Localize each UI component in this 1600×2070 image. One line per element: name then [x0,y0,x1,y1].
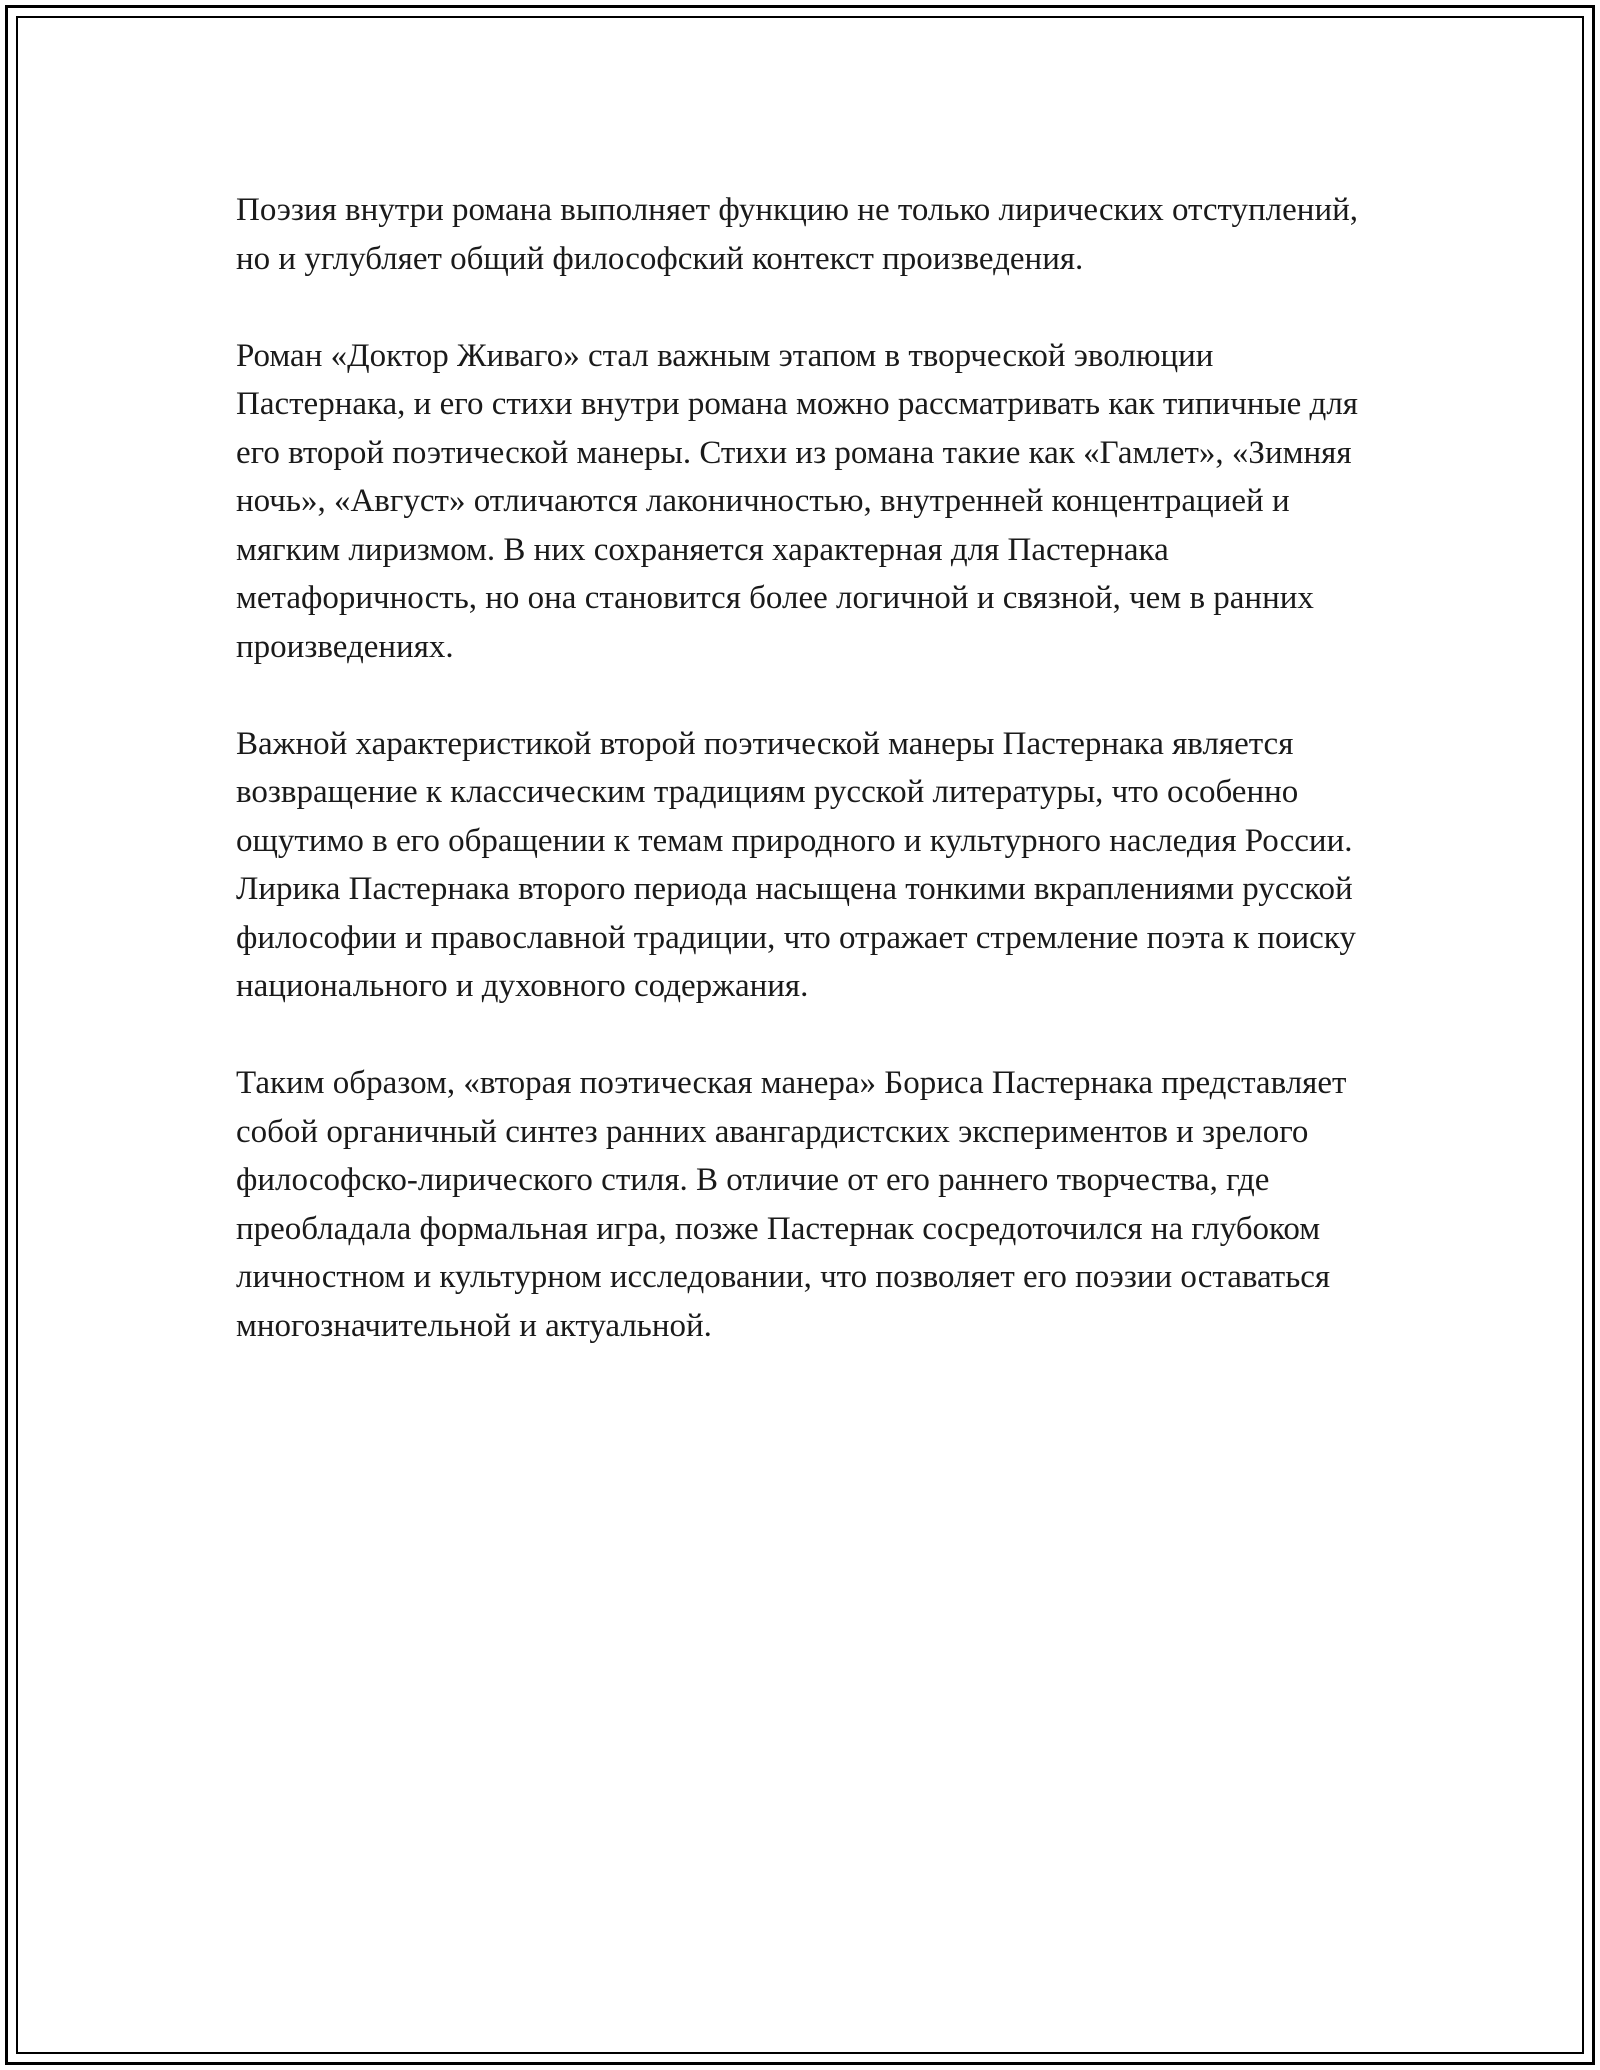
paragraph-1: Поэзия внутри романа выполняет функцию не только лирических отступлений, но и углубляет общий философский контекст произведения. [236,192,1359,277]
paragraph-3: Важной характеристикой второй поэтической манеры Пастернака является возвращение к классическим традициям русской литературы, что особенно ощутимо в его обращении к темам природного и культурного наследия России. Лирика Пастернака второго периода насыщена тонкими вкраплениями русской философии и православной традиции, что отражает стремление поэта к поиску национального и духовного содержания. [236,725,1356,1004]
document-body [236,186,1366,1399]
paragraph-2: Роман «Доктор Живаго» стал важным этапом в творческой эволюции Пастернака, и его стихи внутри романа можно рассматривать как типичные для его второй поэтической манеры. Стихи из романа такие как «Гамлет», «Зимняя ночь», «Август» отличаются лаконичностью, внутренней концентрацией и мягким лиризмом. В них сохраняется характерная для Пастернака метафоричность, но она становится более логичной и связной, чем в ранних произведениях. [236,337,1358,665]
paragraph-4: Таким образом, «вторая поэтическая манера» Бориса Пастернака представляет собой органичный синтез ранних авангардистских экспериментов и зрелого философско-лирического стиля. В отличие от его раннего творчества, где преобладала формальная игра, позже Пастернак сосредоточился на глубоком личностном и культурном исследовании, что позволяет его поэзии оставаться многозначительной и актуальной. [236,1065,1347,1344]
